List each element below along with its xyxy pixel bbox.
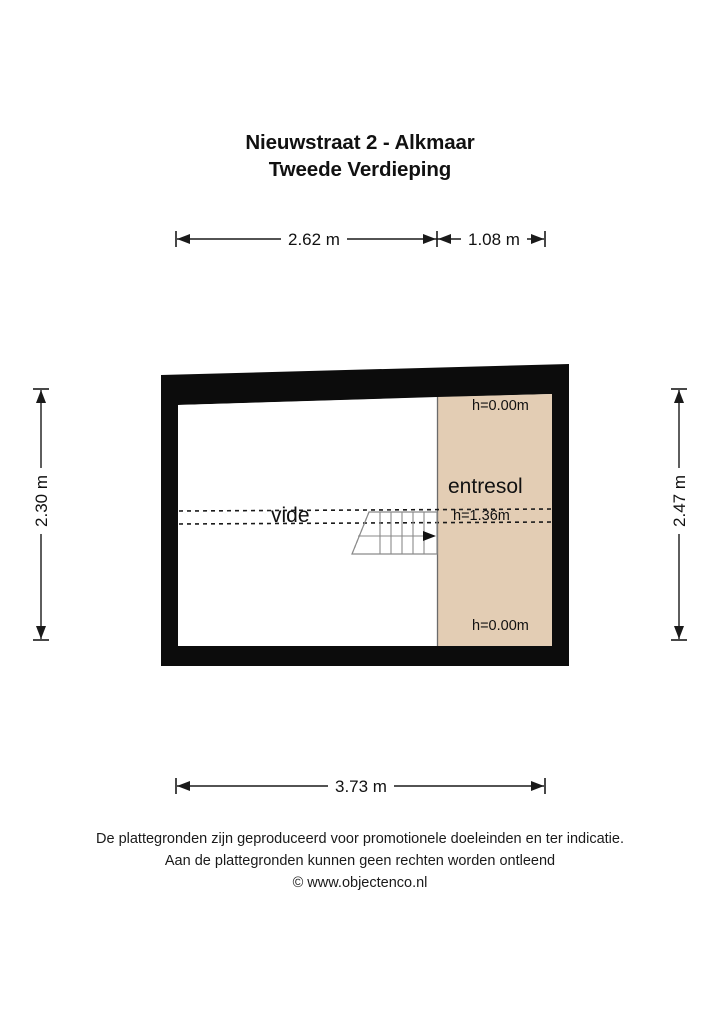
height-label-entresol: h=1.36m xyxy=(453,508,510,524)
dimension-label-right: 2.47 m xyxy=(670,468,690,534)
title-address: Nieuwstraat 2 - Alkmaar xyxy=(245,131,475,154)
footer-disclaimer xyxy=(0,829,720,894)
dimension-label-top-right: 1.08 m xyxy=(461,230,527,250)
dimension-label-bottom: 3.73 m xyxy=(328,777,394,797)
room-label-entresol: entresol xyxy=(448,475,523,498)
title-floor: Tweede Verdieping xyxy=(268,158,452,182)
height-label-bottom: h=0.00m xyxy=(472,618,529,634)
footer-line-2: Aan de plattegronden kunnen geen rechten worden ontleend xyxy=(164,852,556,869)
footer-line-3: © www.objectenco.nl xyxy=(292,874,428,891)
room-label-vide: vide xyxy=(271,504,310,527)
height-label-top: h=0.00m xyxy=(472,398,529,414)
dimension-label-left: 2.30 m xyxy=(32,468,52,534)
dimension-label-top-left: 2.62 m xyxy=(281,230,347,250)
footer-line-1: De plattegronden zijn geproduceerd voor promotionele doeleinden en ter indicatie. xyxy=(96,831,624,847)
